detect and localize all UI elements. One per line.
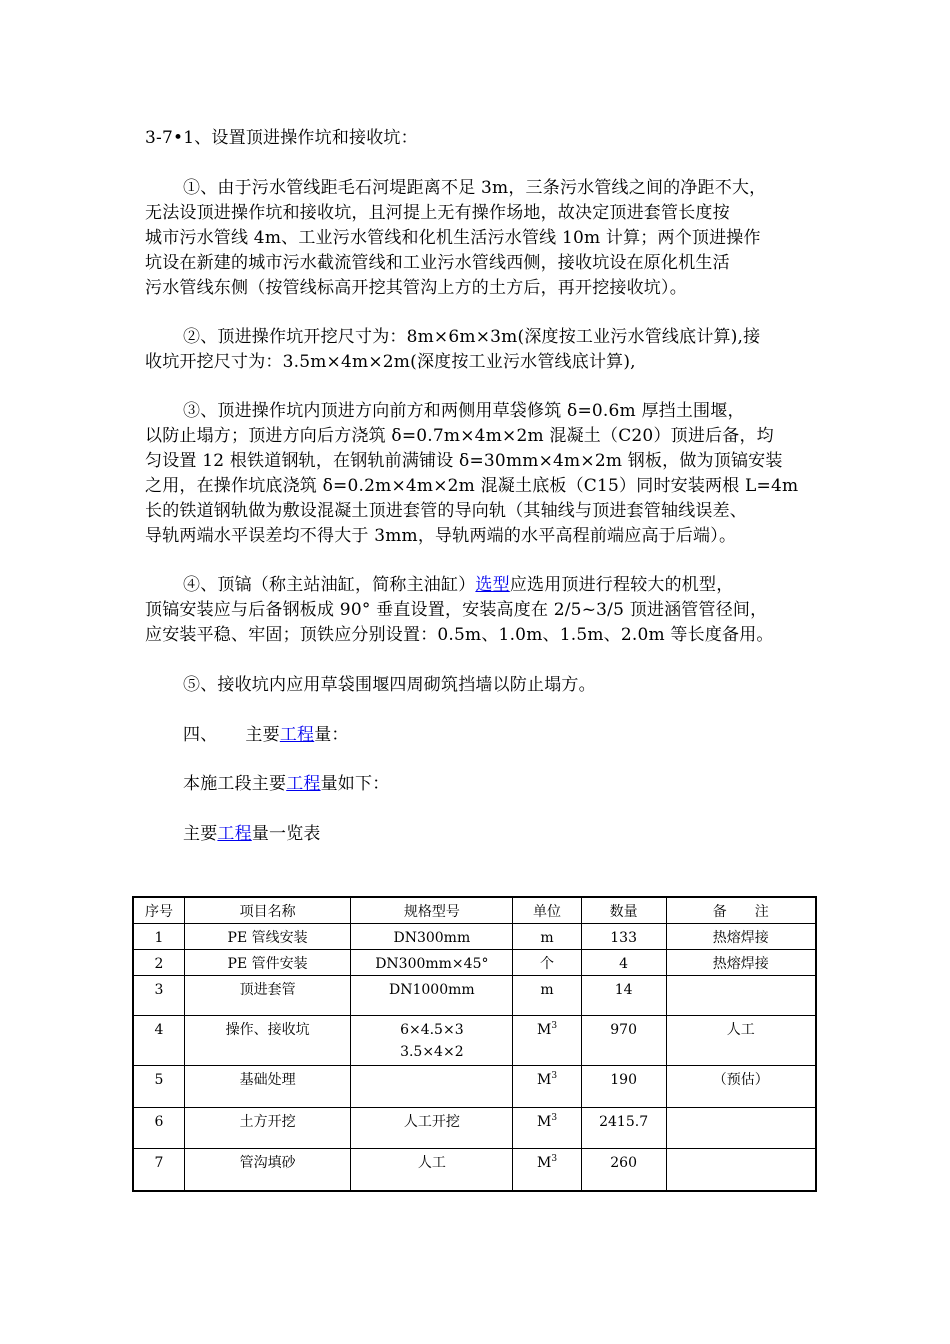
cell-qty: 260 xyxy=(581,1149,666,1191)
para2-line: ②、顶进操作坑开挖尺寸为：8m×6m×3m(深度按工业污水管线底计算),接 xyxy=(183,327,761,347)
section4-text: 主要 xyxy=(245,725,280,745)
para1-line: 坑设在新建的城市污水截流管线和工业污水管线西侧，接收坑设在原化机生活 xyxy=(145,253,730,273)
link-engineering[interactable]: 工程 xyxy=(217,824,252,844)
cell-spec xyxy=(351,1066,513,1108)
cell-spec: DN300mm xyxy=(351,924,513,950)
para3-line: 匀设置 12 根铁道钢轨，在钢轨前满铺设 δ=30mm×4m×2m 钢板，做为顶镐安装 xyxy=(145,451,783,471)
para4-text: ④、顶镐（称主站油缸，简称主油缸） xyxy=(183,575,476,595)
unit-superscript: 3 xyxy=(551,1071,558,1081)
cell-unit xyxy=(513,1066,581,1108)
cell-qty: 190 xyxy=(581,1066,666,1108)
cell-no: 6 xyxy=(133,1108,184,1149)
cell-note xyxy=(666,1108,816,1149)
unit-text: M xyxy=(536,1022,552,1038)
table-row xyxy=(133,1016,816,1066)
unit-text: M xyxy=(536,1155,552,1171)
para4-line xyxy=(183,573,733,598)
cell-unit xyxy=(513,1108,581,1149)
para4-line: 顶镐安装应与后备钢板成 90° 垂直设置，安装高度在 2/5~3/5 顶进涵管管径间， xyxy=(145,600,768,620)
table-row xyxy=(133,1066,816,1108)
unit-text: M xyxy=(536,1072,552,1088)
para1-line: 污水管线东侧（按管线标高开挖其管沟上方的土方后，再开挖接收坑）。 xyxy=(145,278,687,298)
cell-unit: m xyxy=(513,976,581,1016)
para3-line: 之用，在操作坑底浇筑 δ=0.2m×4m×2m 混凝土底板（C15）同时安装两根 L=4m xyxy=(145,476,799,496)
cell-unit: m xyxy=(513,924,581,950)
cell-qty: 970 xyxy=(581,1016,666,1066)
para2-line: 收坑开挖尺寸为：3.5m×4m×2m(深度按工业污水管线底计算), xyxy=(145,352,636,372)
para3-line: ③、顶进操作坑内顶进方向前方和两侧用草袋修筑 δ=0.6m 厚挡土围堰， xyxy=(183,401,745,421)
col-header-spec: 规格型号 xyxy=(351,897,513,924)
cell-note xyxy=(666,976,816,1016)
cell-no: 5 xyxy=(133,1066,184,1108)
cell-no: 4 xyxy=(133,1016,184,1066)
cell-name: 顶进套管 xyxy=(184,976,350,1016)
cell-spec: 人工开挖 xyxy=(351,1108,513,1149)
cell-name: 土方开挖 xyxy=(184,1108,350,1149)
unit-superscript: 3 xyxy=(551,1113,558,1123)
intro-text: 量如下： xyxy=(320,774,390,794)
cell-qty: 133 xyxy=(581,924,666,950)
quantity-table xyxy=(132,896,817,1192)
table-row xyxy=(133,950,816,976)
cell-note: 热熔焊接 xyxy=(666,950,816,976)
table-title-text: 主要 xyxy=(183,824,218,844)
unit-text: M xyxy=(536,1114,552,1130)
cell-spec xyxy=(351,1016,513,1066)
cell-qty: 14 xyxy=(581,976,666,1016)
cell-spec: DN1000mm xyxy=(351,976,513,1016)
cell-unit xyxy=(513,1016,581,1066)
para5-line: ⑤、接收坑内应用草袋围堰四周砌筑挡墙以防止塌方。 xyxy=(183,675,596,695)
section-heading: 3-7•1、设置顶进操作坑和接收坑： xyxy=(145,128,418,148)
cell-spec-line: 6×4.5×3 xyxy=(400,1022,464,1038)
section4-number: 四、 xyxy=(183,725,218,745)
section4-text: 量： xyxy=(314,725,349,745)
cell-unit xyxy=(513,1149,581,1191)
cell-qty: 2415.7 xyxy=(581,1108,666,1149)
para4-line: 应安装平稳、牢固；顶铁应分别设置：0.5m、1.0m、1.5m、2.0m 等长度备用。 xyxy=(145,625,774,645)
table-row xyxy=(133,924,816,950)
link-engineering[interactable]: 工程 xyxy=(286,774,321,794)
col-header-qty: 数量 xyxy=(581,897,666,924)
para3-line: 长的铁道钢轨做为敷设混凝土顶进套管的导向轨（其轴线与顶进套管轴线误差、 xyxy=(145,501,747,521)
cell-name: 基础处理 xyxy=(184,1066,350,1108)
cell-no: 7 xyxy=(133,1149,184,1191)
para4-text: 应选用顶进行程较大的机型， xyxy=(509,575,734,595)
table-row xyxy=(133,1149,816,1191)
cell-no: 2 xyxy=(133,950,184,976)
cell-spec: DN300mm×45° xyxy=(351,950,513,976)
cell-spec: 人工 xyxy=(351,1149,513,1191)
col-header-unit: 单位 xyxy=(513,897,581,924)
link-selection[interactable]: 选型 xyxy=(475,575,510,595)
unit-superscript: 3 xyxy=(551,1021,558,1031)
col-header-note: 备 注 xyxy=(666,897,816,924)
cell-name: 管沟填砂 xyxy=(184,1149,350,1191)
table-header-row xyxy=(133,897,816,924)
para1-line: 城市污水管线 4m、工业污水管线和化机生活污水管线 10m 计算；两个顶进操作 xyxy=(145,228,761,248)
cell-no: 1 xyxy=(133,924,184,950)
para1-line: ①、由于污水管线距毛石河堤距离不足 3m，三条污水管线之间的净距不大， xyxy=(183,178,767,198)
para1-line: 无法设顶进操作坑和接收坑，且河提上无有操作场地，故决定顶进套管长度按 xyxy=(145,203,730,223)
cell-no: 3 xyxy=(133,976,184,1016)
cell-name: 操作、接收坑 xyxy=(184,1016,350,1066)
cell-note: 热熔焊接 xyxy=(666,924,816,950)
col-header-name: 项目名称 xyxy=(184,897,350,924)
para3-line: 导轨两端水平误差均不得大于 3mm，导轨两端的水平高程前端应高于后端）。 xyxy=(145,526,737,546)
intro-text: 本施工段主要 xyxy=(183,774,287,794)
cell-spec-line: 3.5×4×2 xyxy=(400,1044,464,1060)
link-engineering[interactable]: 工程 xyxy=(279,725,315,745)
section4-heading xyxy=(183,723,349,748)
cell-note: 人工 xyxy=(666,1016,816,1066)
cell-note: （预估） xyxy=(666,1066,816,1108)
table-title xyxy=(183,822,321,847)
col-header-no: 序号 xyxy=(133,897,184,924)
table-row xyxy=(133,976,816,1016)
cell-note xyxy=(666,1149,816,1191)
table-row xyxy=(133,1108,816,1149)
table-title-text: 量一览表 xyxy=(251,824,321,844)
unit-superscript: 3 xyxy=(551,1154,558,1164)
cell-unit: 个 xyxy=(513,950,581,976)
cell-qty: 4 xyxy=(581,950,666,976)
cell-name: PE 管件安装 xyxy=(184,950,350,976)
cell-name: PE 管线安装 xyxy=(184,924,350,950)
intro-line xyxy=(183,772,389,797)
para3-line: 以防止塌方；顶进方向后方浇筑 δ=0.7m×4m×2m 混凝土（C20）顶进后备，均 xyxy=(145,426,774,446)
